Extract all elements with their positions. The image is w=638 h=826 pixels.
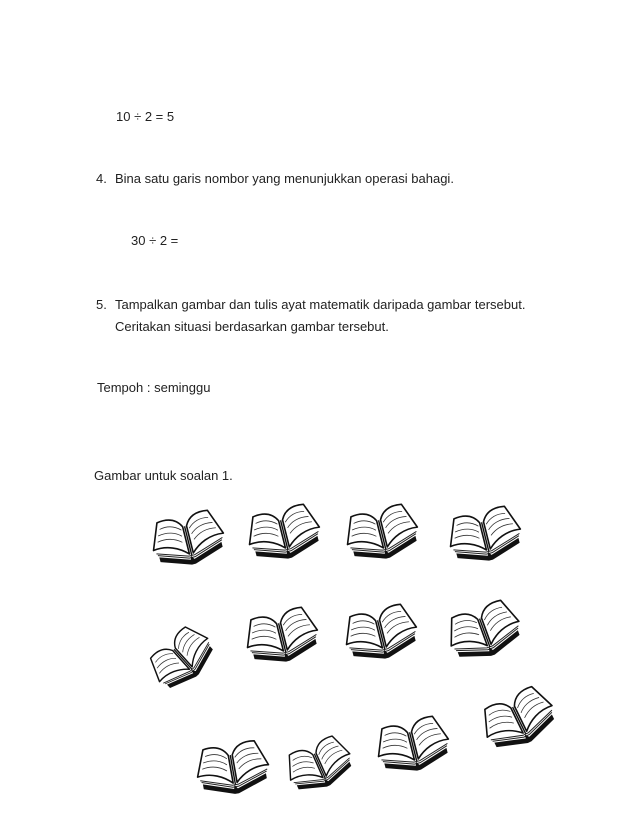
duration-text: Tempoh : seminggu: [97, 380, 211, 395]
question-5-number: 5.: [96, 297, 107, 312]
open-book-icon: [241, 604, 323, 669]
equation-example: 10 ÷ 2 = 5: [116, 109, 175, 124]
open-book-icon: [193, 739, 273, 800]
open-book-icon: [341, 501, 423, 566]
open-book-icon: [281, 732, 358, 799]
equation-task: 30 ÷ 2 =: [131, 233, 179, 248]
open-book-icon: [340, 601, 422, 666]
open-book-icon: [144, 621, 222, 697]
open-book-icon: [147, 507, 229, 572]
question-4-text: Bina satu garis nombor yang menunjukkan operasi bahagi.: [115, 171, 454, 186]
open-book-icon: [476, 682, 562, 758]
image-caption: Gambar untuk soalan 1.: [94, 468, 233, 483]
question-4-number: 4.: [96, 171, 107, 186]
open-book-icon: [372, 713, 454, 778]
question-5-line-1: Tampalkan gambar dan tulis ayat matematik daripada gambar tersebut.: [115, 297, 526, 312]
open-book-icon: [444, 503, 526, 568]
open-book-icon: [243, 501, 325, 566]
question-5-line-2: Ceritakan situasi berdasarkan gambar tersebut.: [115, 319, 389, 334]
open-book-icon: [442, 596, 527, 667]
